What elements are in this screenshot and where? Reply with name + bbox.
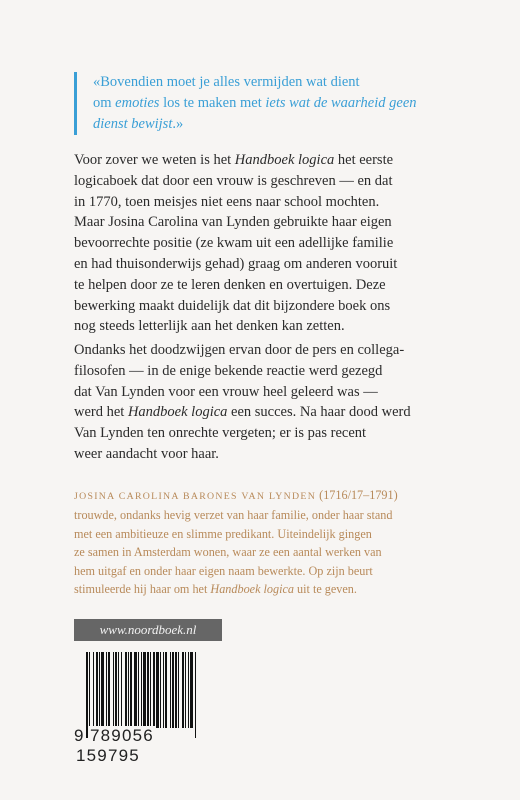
book-title: Handboek logica <box>127 404 228 421</box>
barcode-bar <box>113 652 114 728</box>
paragraph-intro: Voor zover we weten is het Handboek logica het eerste logicaboek dat door een vrouw is geschreven — en dat in 1770, toen meisjes niet eens naar school mochten. Maar Josina Carolina van Lynden gebruikte haar eigen bevoorrechte positie (ze kwam uit een adellijke familie en had thuisonderwijs gehad) graag om anderen vooruit te helpen door ze te leren denken en overtuigen. Deze bewerking maakt duidelijk dat dit bijzondere boek ons nog steeds letterlijk aan het denken kan zetten. <box>74 152 398 335</box>
barcode-bar <box>108 652 110 728</box>
barcode-bar <box>156 652 159 728</box>
barcode-bar <box>165 652 167 728</box>
barcode-bar <box>93 652 94 728</box>
isbn-group-1: 789056 <box>90 726 154 745</box>
publisher-url[interactable]: www.noordboek.nl <box>74 619 222 641</box>
barcode-bar <box>143 652 146 728</box>
barcode-bar <box>115 652 117 728</box>
barcode-bar <box>106 652 107 728</box>
barcode-bar <box>128 652 129 728</box>
barcode-bar <box>138 652 139 728</box>
barcode-bar <box>190 652 193 728</box>
barcode-bar <box>170 652 171 728</box>
barcode-bar <box>121 652 122 728</box>
quote-line-3: dienst bewijst.» <box>93 116 184 132</box>
isbn-number <box>74 726 224 766</box>
barcode-bar <box>163 652 164 728</box>
barcode-bar <box>130 652 132 728</box>
book-title: Handboek logica <box>210 582 294 597</box>
barcode-bar <box>185 652 186 728</box>
isbn-lead-digit: 9 <box>74 726 85 745</box>
barcode-bar <box>125 652 127 728</box>
barcode-bar <box>134 652 137 728</box>
barcode-bar <box>96 652 98 728</box>
pull-quote <box>74 72 503 135</box>
barcode-bar <box>182 652 184 728</box>
barcode-bar <box>118 652 119 728</box>
quote-line-2: om emoties los te maken met iets wat de waarheid geen <box>93 95 417 111</box>
barcode-bar <box>150 652 151 728</box>
barcode-bar <box>101 652 104 728</box>
author-bio: JOSINA CAROLINA BARONES VAN LYNDEN (1716/17–1791) trouwde, ondanks hevig verzet van haar familie, onder haar stand met een ambitieuze en slimme predikant. Uiteindelijk gingen ze samen in Amsterdam wonen, waar ze een aantal werken van hem uitgaf en onder haar eigen naam bewerkte. Op zijn beurt stimuleerde hij haar om het Handboek logica uit te geven. <box>74 488 398 597</box>
book-title: Handboek logica <box>234 152 335 168</box>
author-years: (1716/17–1791) <box>316 488 398 502</box>
barcode-bar <box>160 652 161 728</box>
barcode-bar <box>99 652 100 728</box>
paragraph-reception: Ondanks het doodzwijgen ervan door de pers en collega- filosofen — in de enige bekende reactie werd gezegd dat Van Lynden voor een vrouw heel geleerd was — werd het Handboek logica een succes. Na haar dood werd Van Lynden ten onrechte vergeten; er is pas recent weer aandacht voor haar. <box>74 342 411 462</box>
barcode-bar <box>175 652 177 728</box>
barcode-bar <box>172 652 174 728</box>
barcode-bar <box>178 652 179 728</box>
author-name: JOSINA CAROLINA BARONES VAN LYNDEN <box>74 491 317 502</box>
barcode-bar <box>153 652 155 728</box>
quote-line-1: «Bovendien moet je alles vermijden wat dient <box>93 74 360 90</box>
isbn-group-2: 159795 <box>76 746 140 765</box>
barcode-bar <box>147 652 149 728</box>
barcode-bar <box>188 652 189 728</box>
